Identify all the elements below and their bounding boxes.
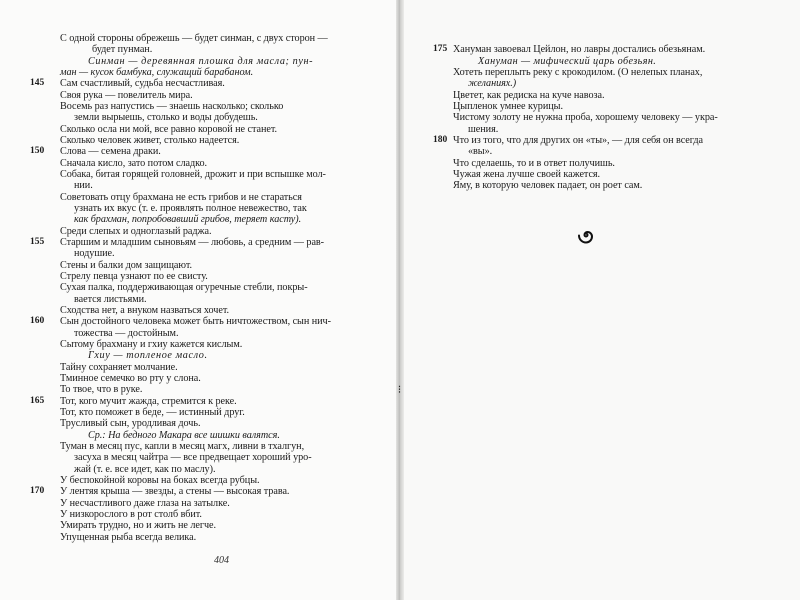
proverb-line: Умирать трудно, но и жить не легче. <box>60 520 216 531</box>
proverb-line: вается листьями. <box>74 294 147 305</box>
note-line: Хануман — мифический царь обезьян. <box>478 56 657 67</box>
proverb-line: С одной стороны обрежешь — будет синман, с двух сторон — <box>60 33 328 44</box>
proverb-line: земли вырыешь, столько и воды добудешь. <box>74 112 258 123</box>
proverb-line: Что сделаешь, то и в ответ получишь. <box>453 158 615 169</box>
proverb-line: будет пунман. <box>92 44 153 55</box>
gutter-mark-icon: ⁝ <box>397 384 402 396</box>
note-line: Гхиу — топленое масло. <box>88 350 208 361</box>
proverb-line: У низкорослого в рот столб вбит. <box>60 509 202 520</box>
line-number: 150 <box>30 146 45 156</box>
proverb-line: тожества — достойным. <box>74 328 179 339</box>
proverb-line: У лентяя крыша — звезды, а стены — высокая трава. <box>60 486 290 497</box>
proverb-line: Старшим и младшим сыновьям — любовь, а средним — рав- <box>60 237 325 248</box>
line-number: 180 <box>433 135 448 145</box>
proverb-line: Цыпленок умнее курицы. <box>453 101 563 112</box>
line-number: 165 <box>30 396 45 406</box>
proverb-line: Слова — семена драки. <box>60 146 161 157</box>
note-line: желаниях.) <box>468 78 517 89</box>
proverb-line: Яму, в которую человек падает, он роет сам. <box>453 180 643 191</box>
proverb-line: Тот, кого мучит жажда, стремится к реке. <box>60 396 237 407</box>
proverb-line: Стены и балки дом защищают. <box>60 260 192 271</box>
proverb-line: Сколько человек живет, столько надеется. <box>60 135 240 146</box>
line-number: 170 <box>30 486 45 496</box>
proverb-line: То твое, что в руке. <box>60 384 143 395</box>
proverb-line: засуха в месяц чайтра — все предвещает хороший уро- <box>74 452 312 463</box>
page-number: 404 <box>214 555 229 566</box>
proverb-line: Трусливый сын, уродливая дочь. <box>60 418 201 429</box>
proverb-line: Упущенная рыба всегда велика. <box>60 532 197 543</box>
proverb-line: узнать их вкус (т. е. проявлять полное невежество, так <box>74 203 307 214</box>
proverb-line: Цветет, как редиска на куче навоза. <box>453 90 605 101</box>
proverb-line: Советовать отцу брахмана не есть грибов и не стараться <box>60 192 302 203</box>
proverb-line: Стрелу певца узнают по ее свисту. <box>60 271 208 282</box>
proverb-line: Хануман завоевал Цейлон, но лавры достались обезьянам. <box>453 44 706 55</box>
line-number: 155 <box>30 237 45 247</box>
note-line: Ср.: На бедного Макара все шишки валятся. <box>88 430 280 441</box>
note-line: как брахман, попробовавший грибов, теряет касту). <box>74 214 302 225</box>
proverb-line: «вы». <box>468 146 493 157</box>
proverb-line: Собака, битая горящей головней, дрожит и при вспышке мол- <box>60 169 326 180</box>
proverb-line: жай (т. е. все идет, как по маслу). <box>74 464 216 475</box>
proverb-line: Восемь раз напустись — знаешь насколько; сколько <box>60 101 284 112</box>
proverb-line: Сначала кисло, зато потом сладко. <box>60 158 208 169</box>
proverb-line: нии. <box>74 180 93 191</box>
proverb-line: Сытому брахману и гхиу кажется кислым. <box>60 339 243 350</box>
line-number: 160 <box>30 316 45 326</box>
note-line: Синман — деревянная плошка для масла; пун- <box>88 56 314 67</box>
proverb-line: нодушие. <box>74 248 115 259</box>
proverb-line: Хотеть переплыть реку с крокодилом. (О нелепых планах, <box>453 67 703 78</box>
spiral-ornament-icon <box>577 226 595 244</box>
note-line: ман — кусок бамбука, служащий барабаном. <box>60 67 254 78</box>
proverb-line: Что из того, что для других он «ты», — для себя он всегда <box>453 135 703 146</box>
proverb-line: Среди слепых и одноглазый раджа. <box>60 226 212 237</box>
proverb-line: Сколько осла ни мой, все равно коровой не станет. <box>60 124 277 135</box>
proverb-line: Тот, кто поможет в беде, — истинный друг. <box>60 407 245 418</box>
line-number: 145 <box>30 78 45 88</box>
proverb-line: Туман в месяц пус, капли в месяц магх, ливни в тхалгун, <box>60 441 305 452</box>
proverb-line: У несчастливого даже глаза на затылке. <box>60 498 230 509</box>
line-number: 175 <box>433 44 448 54</box>
proverb-line: Своя рука — повелитель мира. <box>60 90 193 101</box>
proverb-line: Сухая палка, поддерживающая огуречные стебли, покры- <box>60 282 308 293</box>
proverb-line: Сходства нет, а внуком назваться хочет. <box>60 305 229 316</box>
proverb-line: Сын достойного человека может быть ничтожеством, сын нич- <box>60 316 331 327</box>
proverb-line: Чистому золоту не нужна проба, хорошему человеку — укра- <box>453 112 718 123</box>
proverb-line: Тайну сохраняет молчание. <box>60 362 178 373</box>
proverb-line: У беспокойной коровы на боках всегда рубцы. <box>60 475 260 486</box>
book-gutter <box>396 0 404 600</box>
proverb-line: Тминное семечко во рту у слона. <box>60 373 201 384</box>
proverb-line: Чужая жена лучше своей кажется. <box>453 169 601 180</box>
proverb-line: Сам счастливый, судьба несчастливая. <box>60 78 225 89</box>
proverb-line: шения. <box>468 124 499 135</box>
